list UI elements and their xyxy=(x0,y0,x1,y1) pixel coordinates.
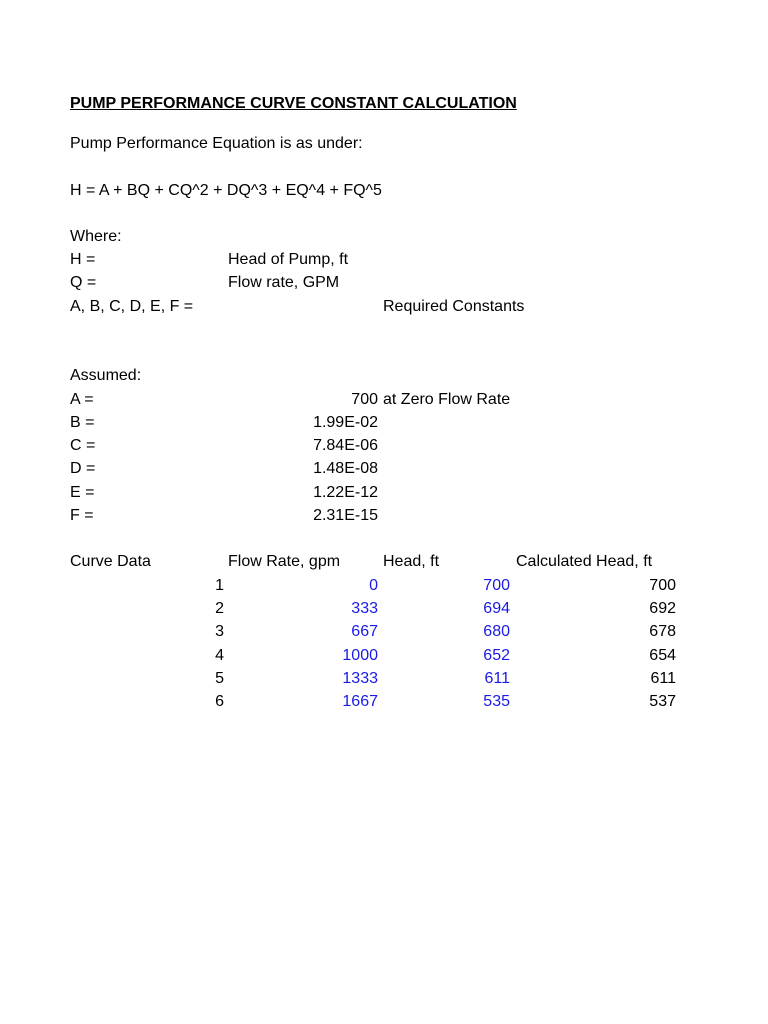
where-symbol: H = xyxy=(70,251,96,268)
head-cell: 652 xyxy=(483,647,510,664)
flow-cell: 1333 xyxy=(342,670,378,687)
constant-note: at Zero Flow Rate xyxy=(383,391,511,408)
assumed-heading: Assumed: xyxy=(70,367,142,384)
constant-value: 1.99E-02 xyxy=(313,414,378,431)
head-cell: 700 xyxy=(483,577,510,594)
constant-value: 1.48E-08 xyxy=(313,460,378,477)
head-cell: 680 xyxy=(483,623,510,640)
calculated-head-cell: 692 xyxy=(649,600,676,617)
calculated-head-cell: 654 xyxy=(649,647,676,664)
constant-symbol: F = xyxy=(70,507,94,524)
column-header-calculated-head: Calculated Head, ft xyxy=(516,553,653,570)
calculated-head-cell: 611 xyxy=(650,670,676,687)
column-header-head: Head, ft xyxy=(383,553,440,570)
flow-cell: 667 xyxy=(351,623,378,640)
where-symbol: A, B, C, D, E, F = xyxy=(70,298,194,315)
calculated-head-cell: 678 xyxy=(649,623,676,640)
equation: H = A + BQ + CQ^2 + DQ^3 + EQ^4 + FQ^5 xyxy=(70,182,382,199)
where-description: Flow rate, GPM xyxy=(228,274,340,291)
constant-value: 2.31E-15 xyxy=(313,507,378,524)
constant-symbol: B = xyxy=(70,414,95,431)
head-cell: 611 xyxy=(484,670,510,687)
flow-cell: 1000 xyxy=(342,647,378,664)
constant-value: 700 xyxy=(351,391,378,408)
flow-cell: 0 xyxy=(369,577,378,594)
constant-value: 7.84E-06 xyxy=(313,437,378,454)
row-index: 2 xyxy=(215,600,224,617)
constant-value: 1.22E-12 xyxy=(313,484,378,501)
row-index: 6 xyxy=(215,693,224,710)
row-index: 1 xyxy=(215,577,224,594)
where-symbol: Q = xyxy=(70,274,97,291)
calculated-head-cell: 537 xyxy=(649,693,676,710)
column-header-flow: Flow Rate, gpm xyxy=(228,553,341,570)
row-index: 3 xyxy=(215,623,224,640)
where-description: Head of Pump, ft xyxy=(228,251,349,268)
calculated-head-cell: 700 xyxy=(649,577,676,594)
where-heading: Where: xyxy=(70,228,122,245)
row-index: 5 xyxy=(215,670,224,687)
flow-cell: 1667 xyxy=(342,693,378,710)
flow-cell: 333 xyxy=(351,600,378,617)
head-cell: 535 xyxy=(483,693,510,710)
constant-symbol: C = xyxy=(70,437,96,454)
constant-symbol: A = xyxy=(70,391,94,408)
constant-symbol: D = xyxy=(70,460,96,477)
row-index: 4 xyxy=(215,647,224,664)
page-title: PUMP PERFORMANCE CURVE CONSTANT CALCULATION xyxy=(70,95,517,112)
constant-symbol: E = xyxy=(70,484,95,501)
where-description: Required Constants xyxy=(383,298,525,315)
curve-data-label: Curve Data xyxy=(70,553,151,570)
intro-text: Pump Performance Equation is as under: xyxy=(70,135,363,152)
head-cell: 694 xyxy=(483,600,510,617)
